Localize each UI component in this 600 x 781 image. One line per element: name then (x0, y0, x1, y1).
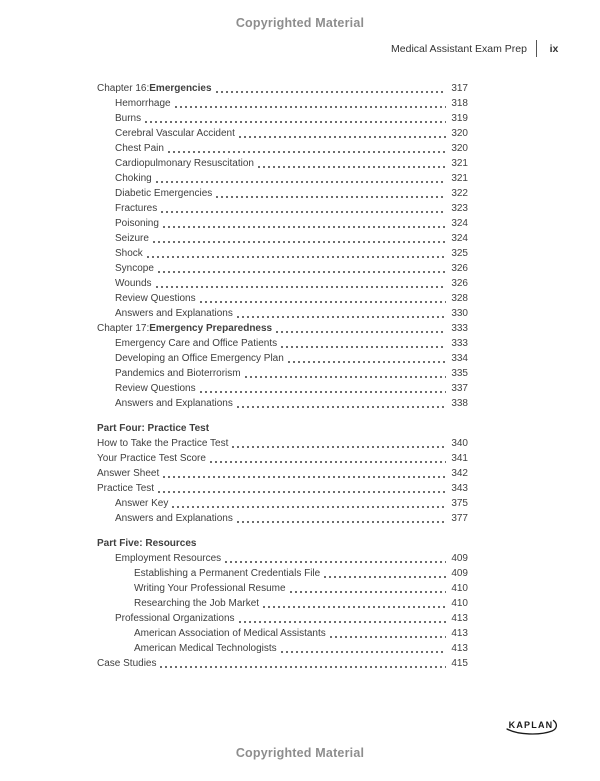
toc-entry (97, 306, 468, 321)
page-number: 320 (451, 143, 468, 154)
page-number: 326 (451, 278, 468, 289)
entry-title: Answer Sheet (97, 468, 160, 479)
entry-title: Employment Resources (115, 553, 222, 564)
copyright-watermark-top: Copyrighted Material (235, 16, 365, 30)
page-number: 340 (451, 438, 468, 449)
entry-title: Poisoning (115, 218, 159, 229)
dot-leader (158, 270, 446, 274)
page-number: 410 (451, 583, 468, 594)
toc-entry (97, 641, 468, 656)
toc-entry (97, 111, 468, 126)
dot-leader (200, 390, 446, 394)
page-number: 413 (451, 643, 468, 654)
toc-entry (97, 231, 468, 246)
dot-leader (258, 165, 446, 169)
entry-title: Writing Your Professional Resume (134, 583, 286, 594)
entry-title: How to Take the Practice Test (97, 438, 229, 449)
toc-entry (97, 186, 468, 201)
page-number: 321 (451, 158, 468, 169)
dot-leader (281, 345, 446, 349)
entry-title: Pandemics and Bioterrorism (115, 368, 241, 379)
dot-leader (276, 330, 446, 334)
entry-title: Choking (115, 173, 152, 184)
toc-entry (97, 596, 468, 611)
dot-leader (237, 520, 446, 524)
entry-title: Answers and Explanations (115, 513, 233, 524)
kaplan-logo (502, 716, 560, 745)
entry-title: Wounds (115, 278, 152, 289)
toc-entry (97, 436, 468, 451)
toc-entry (97, 216, 468, 231)
page-number: 317 (451, 83, 468, 94)
page-number: 415 (451, 658, 468, 669)
page-number: 321 (451, 173, 468, 184)
entry-prefix: Chapter 16: (97, 83, 150, 94)
entry-prefix: Chapter 17: (97, 323, 150, 334)
page-folio: ix (549, 42, 559, 55)
page-number: 325 (451, 248, 468, 259)
page-number: 330 (451, 308, 468, 319)
toc-chapter-entry (97, 81, 468, 96)
dot-leader (225, 560, 446, 564)
page-number: 377 (451, 513, 468, 524)
dot-leader (290, 590, 446, 594)
dot-leader (263, 605, 446, 609)
toc-entry (97, 261, 468, 276)
dot-leader (210, 460, 446, 464)
toc-entry (97, 276, 468, 291)
dot-leader (168, 150, 446, 154)
page-number: 410 (451, 598, 468, 609)
page-number: 413 (451, 628, 468, 639)
running-header-title: Medical Assistant Exam Prep (391, 42, 527, 55)
running-header (391, 40, 562, 57)
dot-leader (216, 90, 446, 94)
dot-leader (239, 620, 446, 624)
dot-leader (200, 300, 446, 304)
entry-title: Answers and Explanations (115, 398, 233, 409)
entry-title: Case Studies (97, 658, 157, 669)
dot-leader (281, 650, 446, 654)
page-number: 343 (451, 483, 468, 494)
dot-leader (153, 240, 446, 244)
kaplan-logo-icon (502, 716, 560, 740)
page-number: 413 (451, 613, 468, 624)
page-number: 333 (451, 338, 468, 349)
toc-entry (97, 626, 468, 641)
toc-entry (97, 366, 468, 381)
toc-entry (97, 201, 468, 216)
page-number: 323 (451, 203, 468, 214)
toc-entry (97, 451, 468, 466)
page-number: 342 (451, 468, 468, 479)
entry-title: Cardiopulmonary Resuscitation (115, 158, 254, 169)
entry-title: Review Questions (115, 293, 196, 304)
dot-leader (147, 255, 446, 259)
kaplan-logo-text: KAPLAN (508, 720, 554, 730)
dot-leader (288, 360, 446, 364)
page-number: 341 (451, 453, 468, 464)
dot-leader (237, 315, 446, 319)
dot-leader (172, 505, 446, 509)
page-number: 319 (451, 113, 468, 124)
toc-entry (97, 351, 468, 366)
entry-title: Developing an Office Emergency Plan (115, 353, 284, 364)
entry-title: Burns (115, 113, 142, 124)
dot-leader (161, 210, 446, 214)
entry-title: Your Practice Test Score (97, 453, 206, 464)
toc-part-heading (97, 421, 468, 436)
dot-leader (145, 120, 446, 124)
toc-entry (97, 566, 468, 581)
entry-title: Hemorrhage (115, 98, 171, 109)
dot-leader (237, 405, 446, 409)
entry-title: Practice Test (97, 483, 155, 494)
dot-leader (239, 135, 446, 139)
entry-title: Syncope (115, 263, 154, 274)
dot-leader (216, 195, 446, 199)
toc-entry (97, 581, 468, 596)
page-number: 409 (451, 568, 468, 579)
entry-title: Shock (115, 248, 143, 259)
toc-entry (97, 246, 468, 261)
toc-entry (97, 611, 468, 626)
entry-title: Fractures (115, 203, 158, 214)
page-number: 333 (451, 323, 468, 334)
toc-entry (97, 511, 468, 526)
entry-title: Review Questions (115, 383, 196, 394)
entry-title: American Medical Technologists (134, 643, 277, 654)
dot-leader (245, 375, 446, 379)
copyright-watermark-bottom: Copyrighted Material (235, 746, 365, 760)
page-number: 324 (451, 218, 468, 229)
dot-leader (324, 575, 446, 579)
page-number: 324 (451, 233, 468, 244)
toc-entry (97, 291, 468, 306)
dot-leader (160, 665, 446, 669)
entry-title: Answers and Explanations (115, 308, 233, 319)
dot-leader (232, 445, 446, 449)
header-divider (536, 40, 537, 57)
dot-leader (175, 105, 446, 109)
entry-title: Emergencies (149, 83, 212, 94)
entry-title: American Association of Medical Assistants (134, 628, 326, 639)
entry-title: Professional Organizations (115, 613, 235, 624)
toc-entry (97, 551, 468, 566)
toc-part-heading (97, 536, 468, 551)
toc-entry (97, 656, 468, 671)
entry-title: Part Four: Practice Test (97, 423, 210, 434)
page-number: 320 (451, 128, 468, 139)
toc-entry (97, 96, 468, 111)
dot-leader (158, 490, 446, 494)
page-number: 334 (451, 353, 468, 364)
toc-list (97, 81, 468, 671)
dot-leader (163, 475, 446, 479)
toc-entry (97, 171, 468, 186)
toc-entry (97, 381, 468, 396)
toc-chapter-entry (97, 321, 468, 336)
entry-title: Seizure (115, 233, 149, 244)
entry-title: Establishing a Permanent Credentials File (134, 568, 321, 579)
toc-entry (97, 396, 468, 411)
page-number: 338 (451, 398, 468, 409)
page-number: 326 (451, 263, 468, 274)
toc-entry (97, 466, 468, 481)
page-number: 318 (451, 98, 468, 109)
entry-title: Chest Pain (115, 143, 164, 154)
toc-entry (97, 156, 468, 171)
entry-title: Emergency Care and Office Patients (115, 338, 278, 349)
toc-entry (97, 496, 468, 511)
toc-entry (97, 141, 468, 156)
dot-leader (163, 225, 446, 229)
page-number: 328 (451, 293, 468, 304)
dot-leader (156, 180, 446, 184)
dot-leader (156, 285, 446, 289)
entry-title: Answer Key (115, 498, 169, 509)
entry-title: Emergency Preparedness (149, 323, 273, 334)
toc-entry (97, 481, 468, 496)
page-number: 337 (451, 383, 468, 394)
page-number: 322 (451, 188, 468, 199)
toc-entry (97, 126, 468, 141)
entry-title: Part Five: Resources (97, 538, 197, 549)
page-number: 409 (451, 553, 468, 564)
dot-leader (330, 635, 446, 639)
entry-title: Researching the Job Market (134, 598, 260, 609)
page-number: 375 (451, 498, 468, 509)
entry-title: Diabetic Emergencies (115, 188, 213, 199)
page-number: 335 (451, 368, 468, 379)
entry-title: Cerebral Vascular Accident (115, 128, 235, 139)
toc-entry (97, 336, 468, 351)
